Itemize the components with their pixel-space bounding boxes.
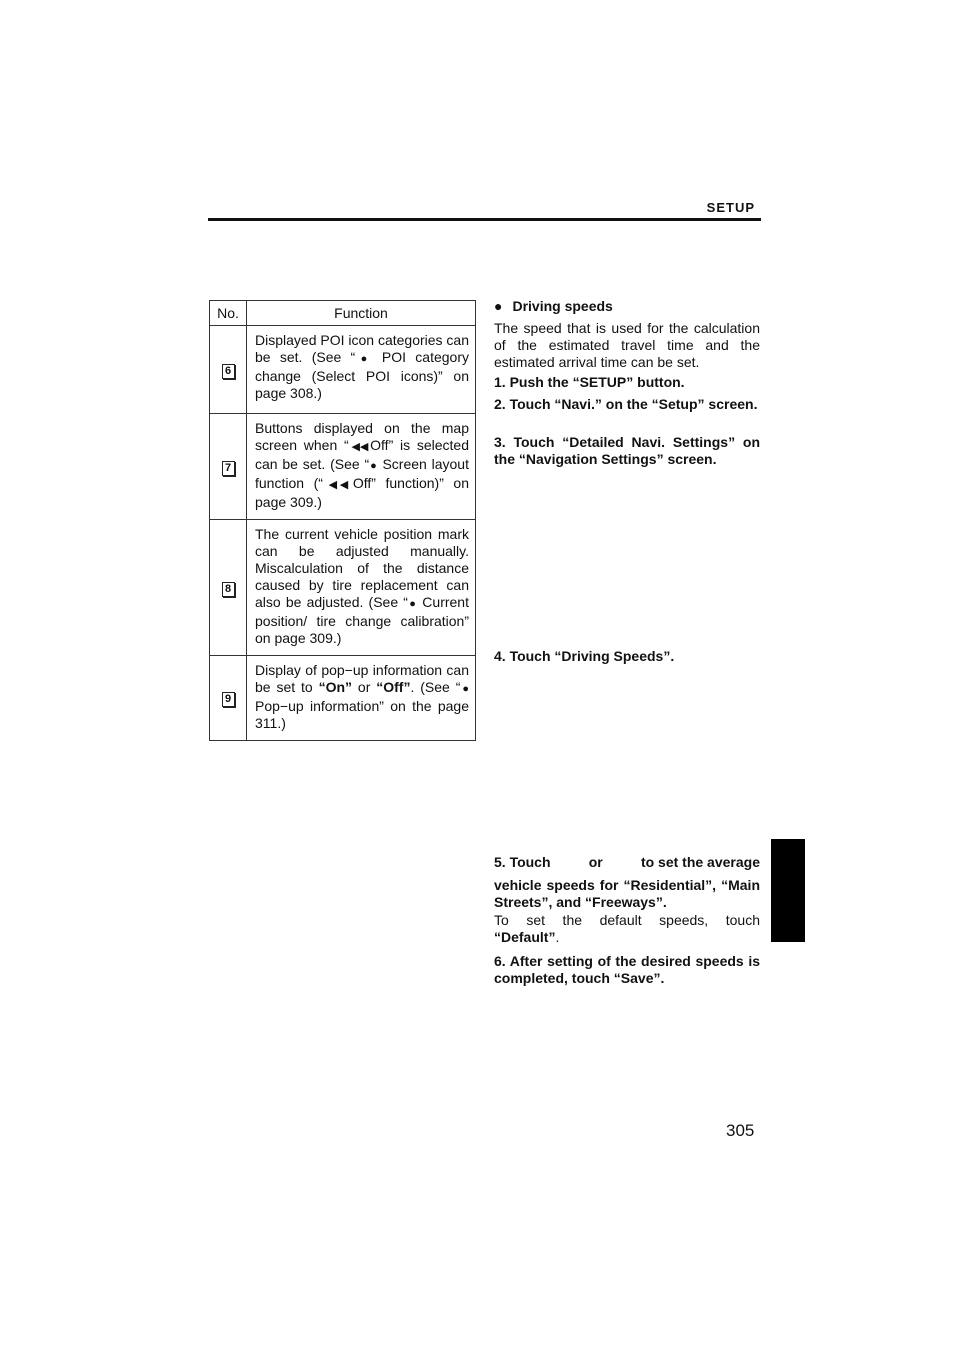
step-2: 2. Touch “Navi.” on the “Setup” screen. <box>494 396 758 412</box>
function-cell <box>247 414 476 520</box>
row-number-badge: 7 <box>222 461 235 476</box>
default-text-end: . <box>555 929 560 945</box>
on-option-text: “On” <box>318 679 353 695</box>
column-header-function: Function <box>247 301 476 326</box>
step-5-set: to set the average <box>640 854 760 870</box>
step-3: 3. Touch “Detailed Navi. Settings” on the “Navigation Settings” screen. <box>494 434 760 467</box>
chapter-tab <box>771 839 805 942</box>
section-heading <box>494 298 760 315</box>
function-text: Displayed POI icon categories can be set. (See “ <box>255 332 469 365</box>
bullet-dot-icon: ● <box>369 460 378 472</box>
bullet-dot-icon: ● <box>355 353 373 365</box>
step-5-or: or <box>588 854 603 870</box>
step-5-touch: 5. Touch <box>494 854 551 870</box>
function-text: Screen layout function (“ <box>255 456 469 491</box>
row-number-badge: 9 <box>222 692 235 707</box>
column-header-no: No. <box>210 301 247 326</box>
function-text: Pop−up information” on the page 311.) <box>255 698 469 731</box>
function-text: Off” is selected can be set. (See “ <box>255 437 469 472</box>
header-rule <box>208 218 761 221</box>
section-header-title: SETUP <box>706 200 755 215</box>
page-number: 305 <box>726 1121 755 1140</box>
step-6: 6. After setting of the desired speeds is completed, touch “Save”. <box>494 953 760 986</box>
row-number-cell <box>210 414 247 520</box>
function-text: Off” function)” on page 309.) <box>255 475 469 510</box>
function-text: or <box>352 679 377 695</box>
double-left-arrow-icon: ◀◀ <box>348 441 369 453</box>
table-row <box>210 656 476 741</box>
function-text: Buttons displayed on the map screen when “ <box>255 420 469 453</box>
step-5-continued: vehicle speeds for “Residential”, “Main Streets”, and “Freeways”. <box>494 877 760 910</box>
table-row <box>210 326 476 414</box>
step-5-line <box>494 854 760 871</box>
intro-paragraph: The speed that is used for the calculation of the estimated travel time and the estimated arrival time can be set. <box>494 320 760 370</box>
function-text: The current vehicle position mark can be adjusted manually. Miscalculation of the distance caused by tire replacement can also be adjusted. (See “ <box>255 526 469 610</box>
step-4: 4. Touch “Driving Speeds”. <box>494 648 675 664</box>
table-row <box>210 414 476 520</box>
bullet-dot-icon: ● <box>460 683 469 695</box>
row-number-cell <box>210 656 247 741</box>
bullet-dot-icon: ● <box>407 598 418 610</box>
function-text: POI category change (Select POI icons)” on page 308.) <box>255 349 469 401</box>
table-row <box>210 520 476 656</box>
double-left-arrow-icon: ◀◀ <box>322 479 351 491</box>
function-table <box>209 300 476 741</box>
row-number-badge: 8 <box>222 582 235 597</box>
default-option-text: “Default” <box>494 929 556 945</box>
function-cell <box>247 326 476 414</box>
function-cell <box>247 656 476 741</box>
function-text: Current position/ tire change calibration” on page 309.) <box>255 594 469 646</box>
table-header-row <box>210 301 476 326</box>
bullet-dot-icon: ● <box>494 298 503 314</box>
section-heading-text: Driving speeds <box>512 298 613 314</box>
function-cell <box>247 520 476 656</box>
default-text: To set the default speeds, touch <box>494 912 760 928</box>
function-text: . (See “ <box>410 679 461 695</box>
row-number-badge: 6 <box>222 364 235 379</box>
step-1: 1. Push the “SETUP” button. <box>494 374 685 390</box>
off-option-text: “Off” <box>376 679 411 695</box>
default-paragraph <box>494 912 760 946</box>
row-number-cell <box>210 520 247 656</box>
row-number-cell <box>210 326 247 414</box>
function-text: Display of pop−up information can be set to <box>255 662 469 695</box>
